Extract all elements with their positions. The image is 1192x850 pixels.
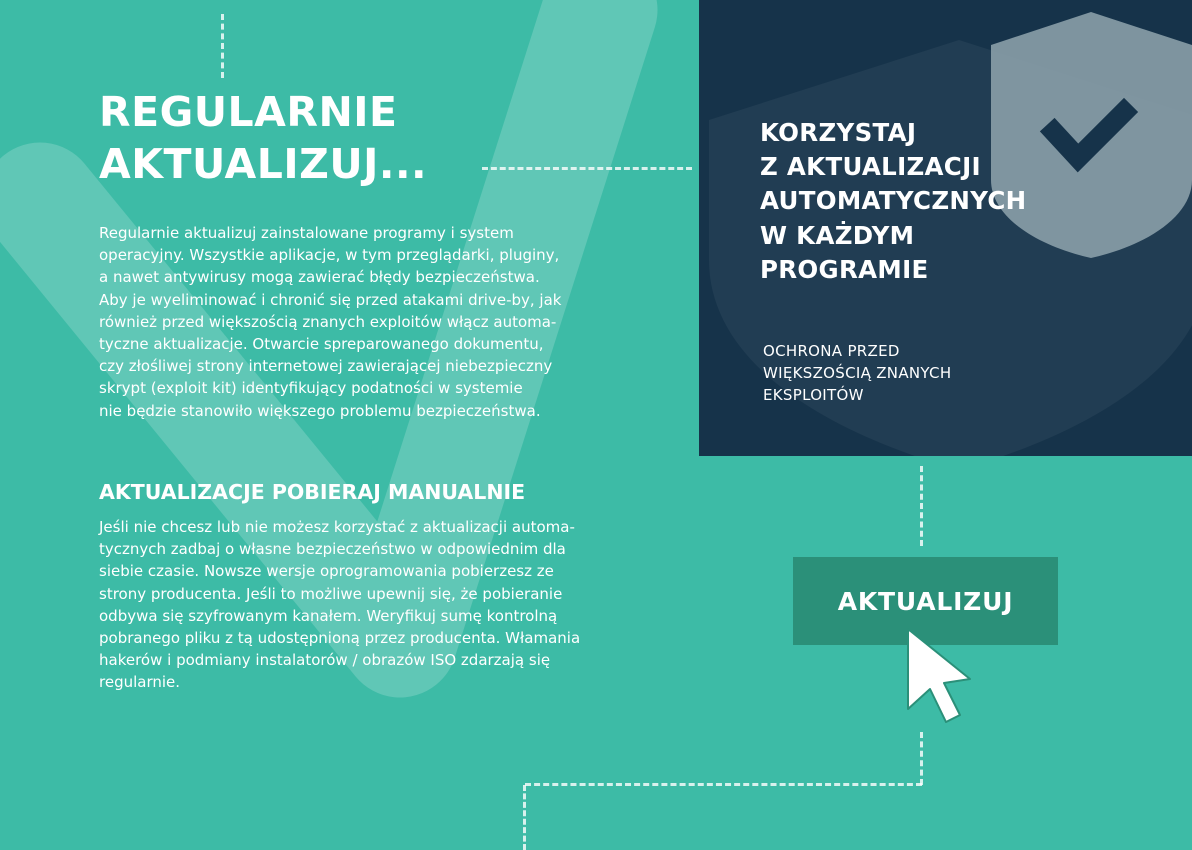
page-title-line: REGULARNIE xyxy=(99,88,398,136)
cursor-arrow-icon xyxy=(900,623,980,728)
intro-paragraph xyxy=(99,222,561,422)
connector-line-panel-button xyxy=(920,466,923,546)
manual-paragraph xyxy=(99,516,580,694)
panel-subtitle-line: OCHRONA PRZED xyxy=(763,342,900,360)
connector-line-title-panel xyxy=(482,167,692,170)
connector-line-button-bottom xyxy=(920,732,923,785)
manual-line: regularnie. xyxy=(99,673,181,692)
page-title xyxy=(99,86,427,190)
connector-line-bottom xyxy=(525,783,922,786)
panel-subtitle-line: EKSPLOITÓW xyxy=(763,386,864,404)
panel-subtitle-line: WIĘKSZOŚCIĄ ZNANYCH xyxy=(763,364,952,382)
intro-line: Aby je wyeliminować i chronić się przed atakami drive-by, jak xyxy=(99,290,562,309)
manual-line: hakerów i podmiany instalatorów / obrazów ISO zdarzają się xyxy=(99,651,551,670)
panel-subtitle xyxy=(763,340,951,406)
intro-line: skrypt (exploit kit) identyfikujący podatności w systemie xyxy=(99,379,523,398)
panel-heading-line: AUTOMATYCZNYCH xyxy=(760,186,1027,216)
panel-heading xyxy=(760,116,1026,287)
panel-heading-line: W KAŻDYM xyxy=(760,220,915,250)
intro-line: Regularnie aktualizuj zainstalowane programy i system xyxy=(99,224,514,242)
manual-section-heading: AKTUALIZACJE POBIERAJ MANUALNIE xyxy=(99,480,526,504)
intro-line: tyczne aktualizacje. Otwarcie spreparowanego dokumentu, xyxy=(99,335,544,354)
manual-line: odbywa się szyfrowanym kanałem. Weryfikuj sumę kontrolną xyxy=(99,606,558,625)
manual-line: pobranego pliku z tą udostępnioną przez producenta. Włamania xyxy=(99,629,581,648)
connector-line-top xyxy=(221,14,224,78)
manual-line: strony producenta. Jeśli to możliwe upewnij się, że pobieranie xyxy=(99,584,563,603)
intro-line: a nawet antywirusy mogą zawierać błędy bezpieczeństwa. xyxy=(99,268,540,287)
update-button[interactable]: AKTUALIZUJ xyxy=(793,557,1058,645)
manual-line: Jeśli nie chcesz lub nie możesz korzystać z aktualizacji automa- xyxy=(99,518,575,536)
panel-heading-line: Z AKTUALIZACJI xyxy=(760,152,981,182)
intro-line: operacyjny. Wszystkie aplikacje, w tym przeglądarki, pluginy, xyxy=(99,246,560,265)
page-title-line: AKTUALIZUJ... xyxy=(99,140,428,188)
connector-line-bottom-down xyxy=(523,785,526,850)
panel-heading-line: PROGRAMIE xyxy=(760,254,929,284)
intro-line: czy złośliwej strony internetowej zawierającej niebezpieczny xyxy=(99,357,553,376)
manual-line: siebie czasie. Nowsze wersje oprogramowania pobierzesz ze xyxy=(99,562,554,581)
intro-line: nie będzie stanowiło większego problemu bezpieczeństwa. xyxy=(99,401,541,420)
manual-line: tycznych zadbaj o własne bezpieczeństwo w odpowiednim dla xyxy=(99,540,566,559)
panel-heading-line: KORZYSTAJ xyxy=(760,118,917,147)
auto-update-panel xyxy=(699,0,1192,456)
intro-line: również przed większością znanych exploitów włącz automa- xyxy=(99,312,557,331)
